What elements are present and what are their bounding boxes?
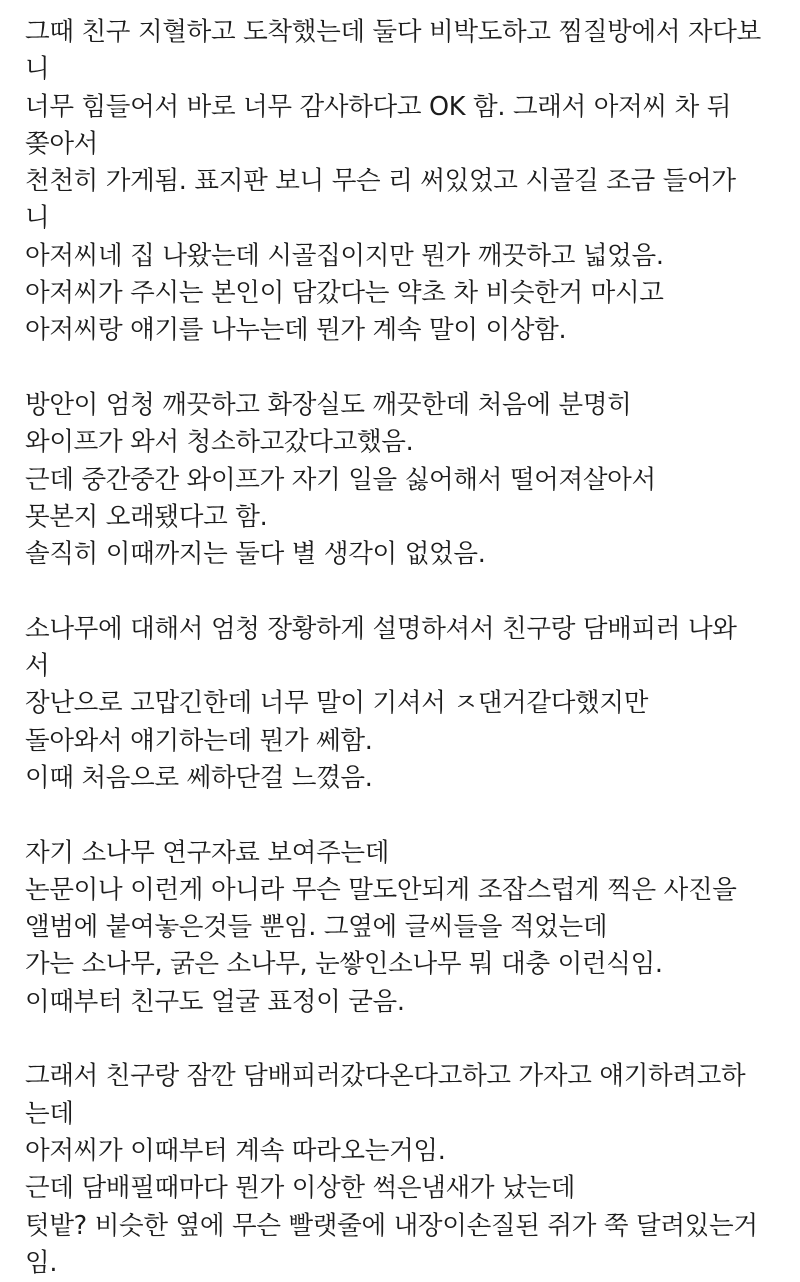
text-line: 텃밭? 비슷한 옆에 무슨 빨랫줄에 내장이손질된 쥐가 쭉 달려있는거 bbox=[25, 1210, 758, 1241]
text-line: 와이프가 와서 청소하고갔다고했음. bbox=[25, 427, 414, 458]
text-line: 니 bbox=[25, 203, 50, 234]
text-line: 아저씨가 주시는 본인이 담갔다는 약초 차 비슷한거 마시고 bbox=[25, 278, 664, 309]
text-line: 니 bbox=[25, 54, 50, 85]
paragraph bbox=[25, 14, 775, 350]
text-line: 이때부터 친구도 얼굴 표정이 굳음. bbox=[25, 986, 405, 1017]
text-line: 아저씨네 집 나왔는데 시골집이지만 뭔가 깨끗하고 넓었음. bbox=[25, 240, 664, 271]
text-line: 소나무에 대해서 엄청 장황하게 설명하셔서 친구랑 담배피러 나와 bbox=[25, 613, 737, 644]
text-line: 쫒아서 bbox=[25, 128, 98, 159]
text-line: 아저씨가 이때부터 계속 따라오는거임. bbox=[25, 1135, 446, 1166]
paragraph bbox=[25, 835, 775, 1021]
text-line: 이때 처음으로 쎄하단걸 느꼈음. bbox=[25, 762, 373, 793]
text-line: 그래서 친구랑 잠깐 담배피러갔다온다고하고 가자고 얘기하려고하 bbox=[25, 1061, 746, 1092]
text-line: 그때 친구 지혈하고 도착했는데 둘다 비박도하고 찜질방에서 자다보 bbox=[25, 17, 761, 47]
paragraph bbox=[25, 1058, 775, 1282]
text-line: 가는 소나무, 굵은 소나무, 눈쌓인소나무 뭐 대충 이런식임. bbox=[25, 949, 663, 980]
paragraph bbox=[25, 611, 775, 797]
text-line: 장난으로 고맙긴한데 너무 말이 기셔서 ㅈ댄거같다했지만 bbox=[25, 688, 649, 719]
text-line: 천천히 가게됨. 표지판 보니 무슨 리 써있었고 시골길 조금 들어가 bbox=[25, 166, 736, 197]
text-line: 임. bbox=[25, 1247, 58, 1278]
post-body bbox=[25, 14, 775, 1282]
text-line: 는데 bbox=[25, 1098, 74, 1129]
text-line: 못본지 오래됐다고 함. bbox=[25, 501, 268, 532]
text-line: 자기 소나무 연구자료 보여주는데 bbox=[25, 837, 390, 868]
text-line: 서 bbox=[25, 651, 50, 682]
paragraph bbox=[25, 387, 775, 573]
text-line: 논문이나 이런게 아니라 무슨 말도안되게 조잡스럽게 찍은 사진을 bbox=[25, 874, 737, 905]
text-line: 솔직히 이때까지는 둘다 별 생각이 없었음. bbox=[25, 539, 486, 570]
text-line: 앨범에 붙여놓은것들 뿐임. 그옆에 글씨들을 적었는데 bbox=[25, 912, 608, 943]
text-line: 돌아와서 얘기하는데 뭔가 쎄함. bbox=[25, 725, 373, 756]
text-line: 너무 힘들어서 바로 너무 감사하다고 OK 함. 그래서 아저씨 차 뒤 bbox=[25, 91, 732, 122]
text-line: 아저씨랑 얘기를 나누는데 뭔가 계속 말이 이상함. bbox=[25, 315, 567, 346]
text-line: 근데 담배필때마다 뭔가 이상한 썩은냄새가 났는데 bbox=[25, 1173, 576, 1204]
text-line: 근데 중간중간 와이프가 자기 일을 싫어해서 떨어져살아서 bbox=[25, 464, 656, 495]
text-line: 방안이 엄청 깨끗하고 화장실도 깨끗한데 처음에 분명히 bbox=[25, 389, 632, 420]
